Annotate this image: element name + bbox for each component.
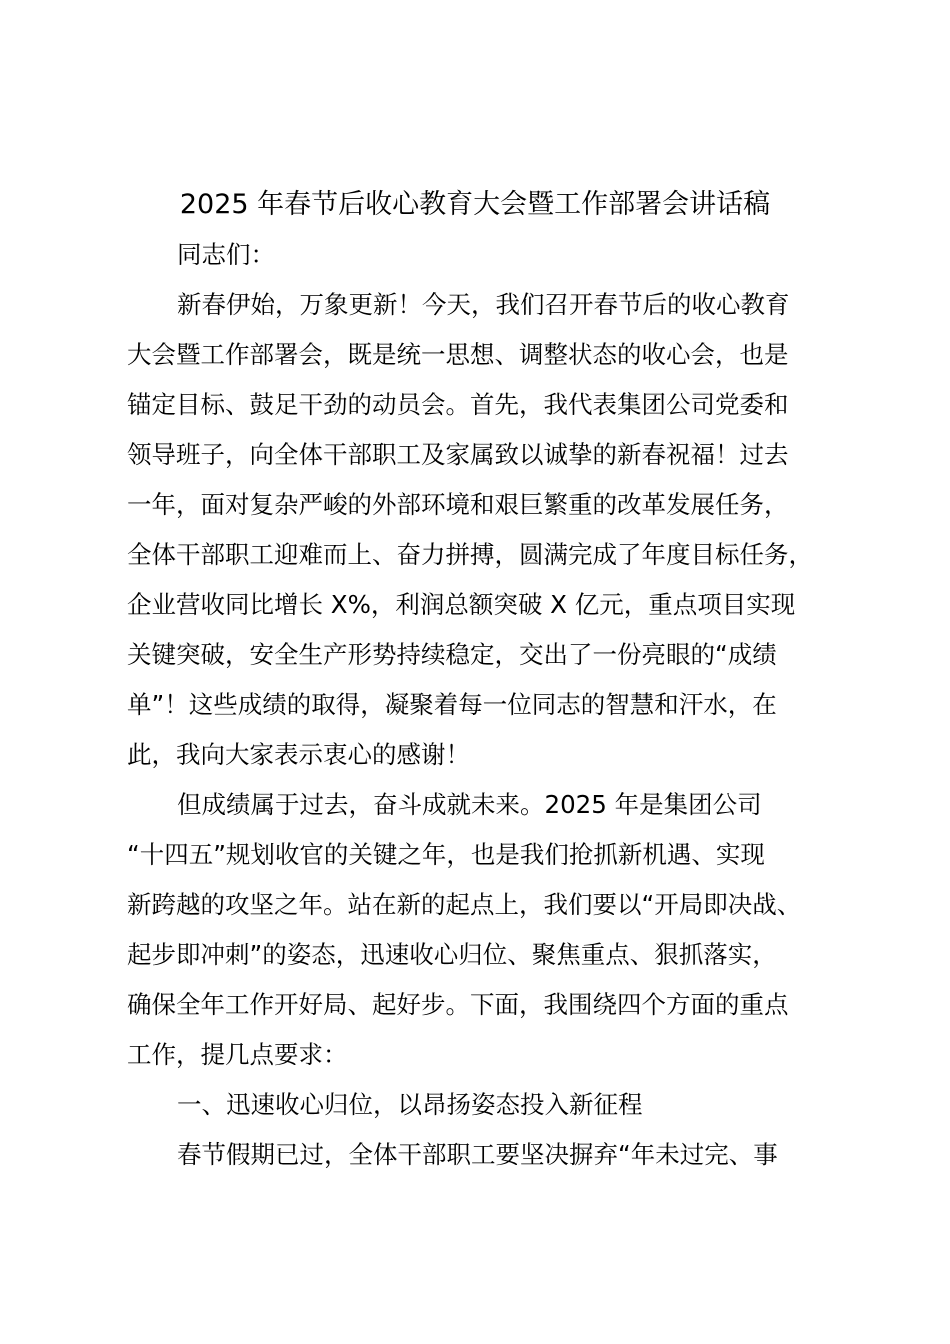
paragraph-line: 新跨越的攻坚之年。站在新的起点上，我们要以“开局即决战、 [127,890,802,919]
paragraph-line: 企业营收同比增长 X%，利润总额突破 X 亿元，重点项目实现 [127,590,796,619]
paragraph-line: “十四五”规划收官的关键之年，也是我们抢抓新机遇、实现 [127,840,765,869]
paragraph-line: 但成绩属于过去，奋斗成就未来。2025 年是集团公司 [177,790,762,819]
paragraph-line: 全体干部职工迎难而上、奋力拼搏，圆满完成了年度目标任务， [127,540,813,569]
paragraph-line: 此，我向大家表示衷心的感谢！ [127,740,470,769]
paragraph-line: 领导班子，向全体干部职工及家属致以诚挚的新春祝福！过去 [127,440,789,469]
paragraph-line: 大会暨工作部署会，既是统一思想、调整状态的收心会，也是 [127,340,789,369]
paragraph-line: 一年，面对复杂严峻的外部环境和艰巨繁重的改革发展任务， [127,490,789,519]
salutation-line: 同志们： [177,240,275,269]
paragraph-line: 确保全年工作开好局、起好步。下面，我围绕四个方面的重点 [127,990,789,1019]
paragraph-line: 春节假期已过，全体干部职工要坚决摒弃“年未过完、事 [177,1140,778,1169]
document-title: 2025 年春节后收心教育大会暨工作部署会讲话稿 [179,189,771,220]
paragraph-line: 起步即冲刺”的姿态，迅速收心归位、聚焦重点、狠抓落实， [127,940,777,969]
paragraph-line: 单”！这些成绩的取得，凝聚着每一位同志的智慧和汗水，在 [127,690,777,719]
paragraph-line: 锚定目标、鼓足干劲的动员会。首先，我代表集团公司党委和 [127,390,789,419]
paragraph-line: 关键突破，安全生产形势持续稳定，交出了一份亮眼的“成绩 [127,640,777,669]
paragraph-line: 新春伊始，万象更新！今天，我们召开春节后的收心教育 [177,290,790,319]
section-heading: 一、迅速收心归位，以昂扬姿态投入新征程 [177,1090,643,1119]
paragraph-line: 工作，提几点要求： [127,1040,348,1069]
